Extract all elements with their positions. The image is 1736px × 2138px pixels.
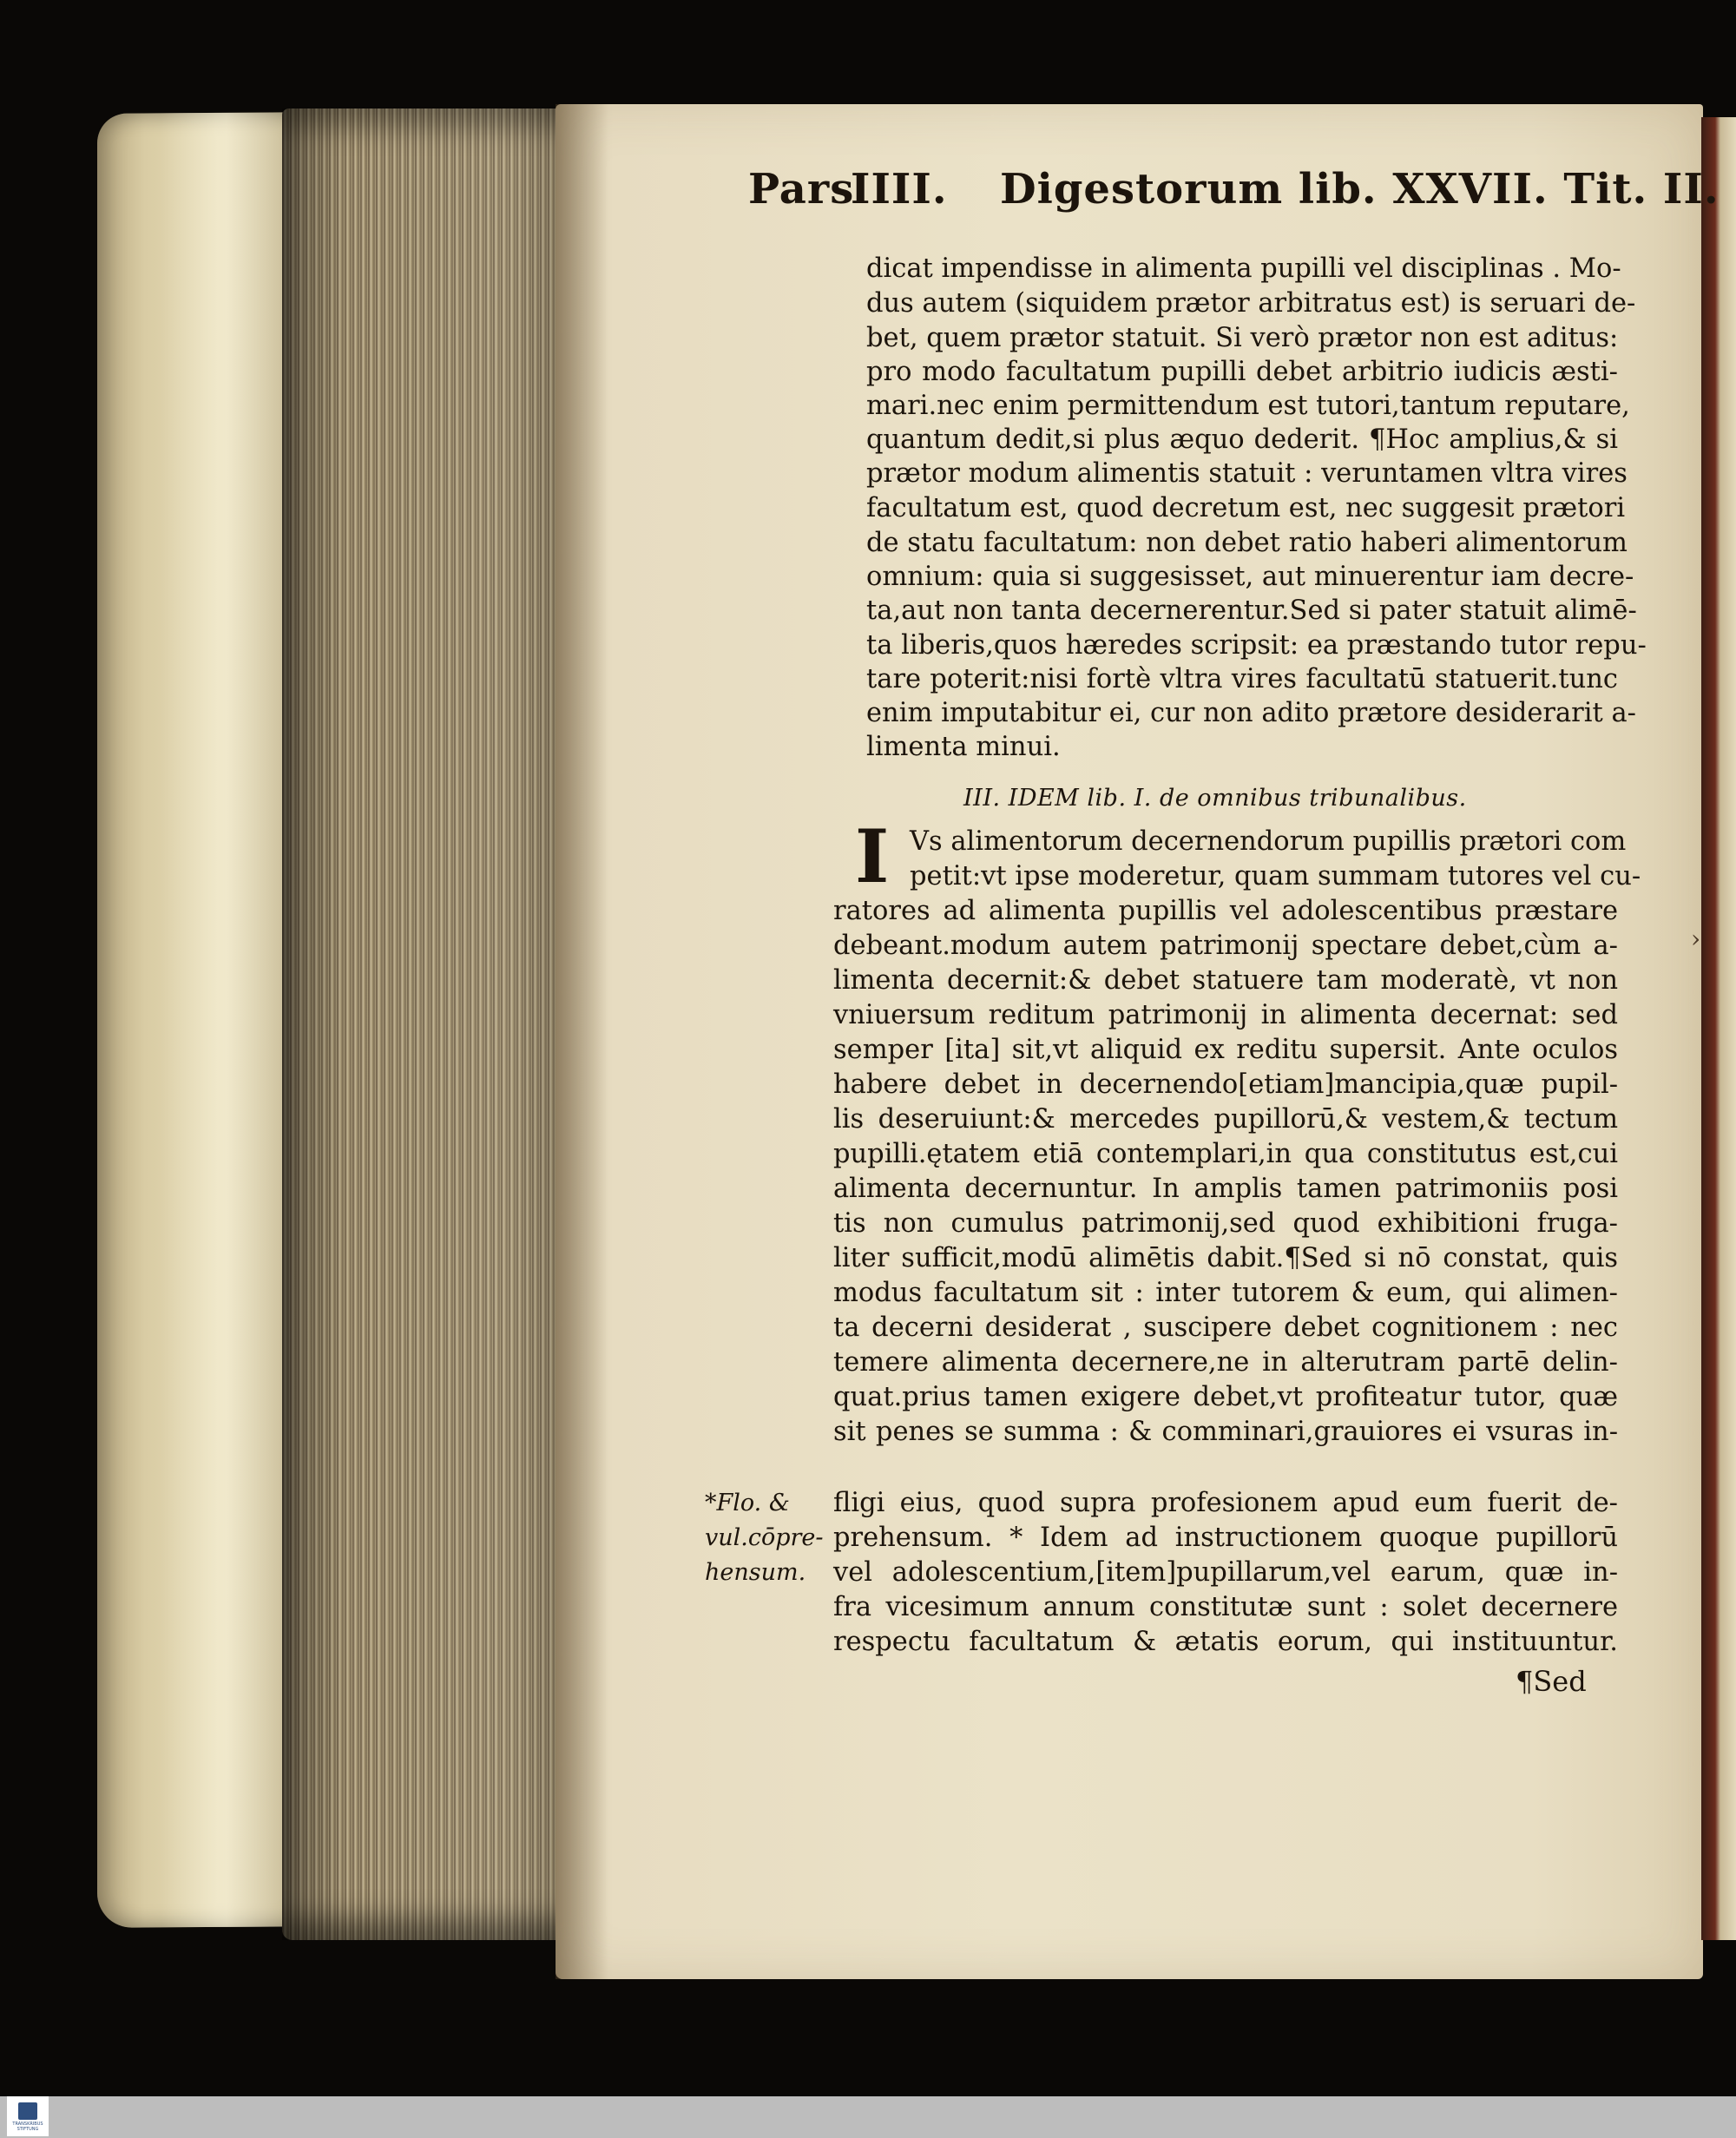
text-line: bet, quem prætor statuit. Si verò prætor non est aditus: xyxy=(866,323,1619,353)
text-line: fligi eius, quod supra profesionem apud eum fuerit de- xyxy=(833,1488,1618,1518)
text-line: prehensum. * Idem ad instructionem quoque pupillorū xyxy=(833,1523,1618,1553)
text-line: omnium: quia si suggesisset, aut minuerentur iam decre- xyxy=(866,562,1634,592)
text-line: vniuersum reditum patrimonij in alimenta decernat: sed xyxy=(833,1000,1618,1030)
text-line: tis non cumulus patrimonij,sed quod exhibitioni fruga- xyxy=(833,1208,1618,1239)
text-line: respectu facultatum & ætatis eorum, qui instituuntur. xyxy=(833,1627,1618,1657)
text-line: ta liberis,quos hæredes scripsit: ea præstando tutor repu- xyxy=(866,630,1647,661)
text-line: fra vicesimum annum constitutæ sunt : solet decernere xyxy=(833,1592,1618,1622)
library-logo-text: TRANSKRIBUS STIFTUNG xyxy=(12,2122,43,2132)
text-line: enim imputabitur ei, cur non adito prætore desiderarit a- xyxy=(866,698,1636,728)
text-line: facultatum est, quod decretum est, nec suggesit prætori xyxy=(866,493,1626,523)
library-logo xyxy=(7,2096,49,2136)
drop-capital: I xyxy=(855,813,890,899)
text-line: liter sufficit,modū alimētis dabit.¶Sed si nō constat, quis xyxy=(833,1243,1618,1273)
text-line: dus autem (siquidem prætor arbitratus est) is seruari de- xyxy=(866,288,1636,319)
text-line: semper [ita] sit,vt aliquid ex reditu supersit. Ante oculos xyxy=(833,1035,1618,1065)
catchword: ¶Sed xyxy=(1516,1665,1587,1698)
text-line: de statu facultatum: non debet ratio haberi alimentorum xyxy=(866,528,1628,558)
facing-page-edge xyxy=(1701,117,1736,1940)
cover-fold-highlight xyxy=(161,113,292,1927)
text-line: alimenta decernuntur. In amplis tamen patrimoniis posi xyxy=(833,1174,1618,1204)
section-heading: III. IDEM lib. I. de omnibus tribunalibus. xyxy=(963,785,1467,812)
text-line: debeant.modum autem patrimonij spectare debet,cùm a- xyxy=(833,931,1618,961)
text-line: vel adolescentium,[item]pupillarum,vel earum, quæ in- xyxy=(833,1557,1618,1588)
page-gutter-shadow xyxy=(556,104,608,1979)
margin-note-line: *Flo. & xyxy=(705,1490,790,1516)
text-line: tare poterit:nisi fortè vltra vires facultatū statuerit.tunc xyxy=(866,664,1618,694)
running-head-number: IIII. xyxy=(851,165,948,214)
text-line: ta,aut non tanta decernerentur.Sed si pater statuit alimē- xyxy=(866,595,1637,626)
text-line: modus facultatum sit : inter tutorem & eum, qui alimen- xyxy=(833,1278,1618,1308)
running-head-title: Digestorum lib. XXVII. Tit. II. xyxy=(1000,165,1720,214)
library-logo-icon xyxy=(18,2102,37,2120)
text-line: petit:vt ipse moderetur, quam summam tutores vel cu- xyxy=(910,861,1641,891)
margin-note-line: hensum. xyxy=(705,1559,806,1586)
margin-note-line: vul.cōpre- xyxy=(705,1524,824,1551)
text-line: limenta minui. xyxy=(866,732,1061,762)
footer-strip xyxy=(0,2096,1736,2138)
text-line: lis deseruiunt:& mercedes pupillorū,& vestem,& tectum xyxy=(833,1104,1618,1135)
text-line: sit penes se summa : & comminari,grauiores ei vsuras in- xyxy=(833,1417,1618,1447)
text-line: pupilli.ętatem etiā contemplari,in qua constitutus est,cui xyxy=(833,1139,1618,1169)
running-head-pars: Pars xyxy=(748,165,855,214)
text-line: habere debet in decernendo[etiam]mancipia,quæ pupil- xyxy=(833,1069,1618,1100)
text-line: ratores ad alimenta pupillis vel adolescentibus præstare xyxy=(833,896,1618,926)
text-line: quantum dedit,si plus æquo dederit. ¶Hoc amplius,& si xyxy=(866,424,1618,455)
text-line: dicat impendisse in alimenta pupilli vel disciplinas . Mo- xyxy=(866,253,1621,284)
text-line: Vs alimentorum decernendorum pupillis prætori com xyxy=(910,826,1627,857)
text-line: temere alimenta decernere,ne in alterutram partē delin- xyxy=(833,1347,1618,1378)
page-nick-mark: › xyxy=(1691,924,1701,953)
text-line: quat.prius tamen exigere debet,vt profiteatur tutor, quæ xyxy=(833,1382,1618,1412)
text-line: ta decerni desiderat , suscipere debet cognitionem : nec xyxy=(833,1312,1618,1343)
text-line: limenta decernit:& debet statuere tam moderatè, vt non xyxy=(833,965,1618,996)
text-line: mari.nec enim permittendum est tutori,tantum reputare, xyxy=(866,391,1630,421)
text-line: pro modo facultatum pupilli debet arbitrio iudicis æsti- xyxy=(866,357,1618,387)
text-line: prætor modum alimentis statuit : veruntamen vltra vires xyxy=(866,458,1628,489)
